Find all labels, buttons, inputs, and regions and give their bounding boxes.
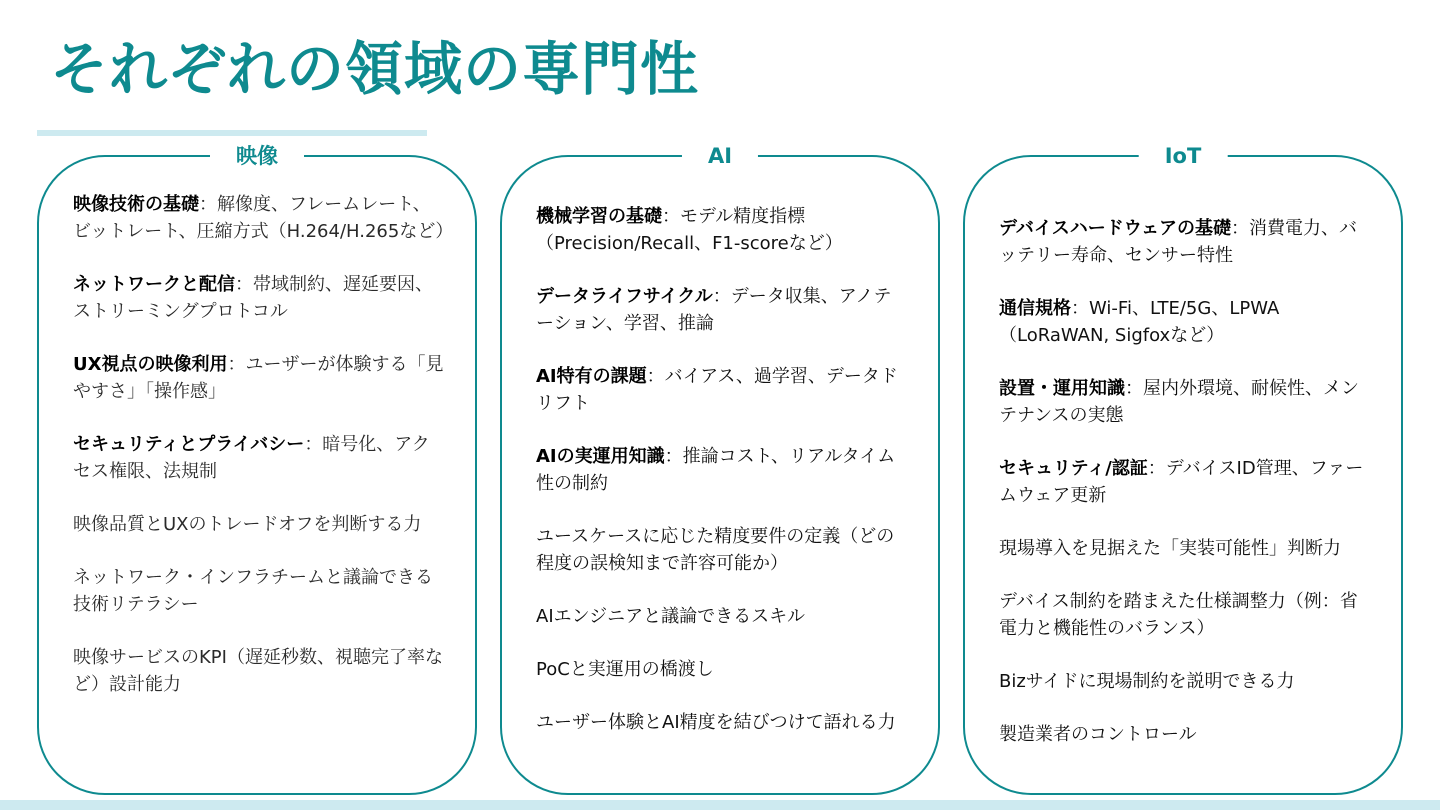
list-item bbox=[73, 511, 445, 538]
card-video bbox=[37, 144, 477, 795]
list-item bbox=[536, 283, 908, 337]
item-body: 現場導入を見据えた「実装可能性」判断力 bbox=[999, 538, 1341, 559]
item-head: セキュリティ/認証 bbox=[999, 458, 1148, 479]
item-body: Bizサイドに現場制約を説明できる力 bbox=[999, 671, 1295, 692]
item-body: AIエンジニアと議論できるスキル bbox=[536, 606, 805, 627]
item-head: 通信規格 bbox=[999, 298, 1071, 319]
item-head: AIの実運用知識 bbox=[536, 446, 665, 467]
item-head: 設置・運用知識 bbox=[999, 378, 1125, 399]
item-head: データライフサイクル bbox=[536, 286, 713, 307]
item-head: デバイスハードウェアの基礎 bbox=[999, 218, 1232, 239]
list-item bbox=[536, 656, 908, 683]
item-body: ：帯域制約、遅延要因、ストリーミングプロトコル bbox=[73, 274, 433, 322]
list-item bbox=[999, 295, 1371, 349]
item-body: ：デバイスID管理、ファームウェア更新 bbox=[999, 458, 1364, 506]
item-body: ネットワーク・インフラチームと議論できる技術リテラシー bbox=[73, 567, 433, 615]
page-title: それぞれの領域の専門性 bbox=[50, 35, 700, 103]
item-head: ネットワークと配信 bbox=[73, 274, 235, 295]
item-body: ：モデル精度指標（Precision/Recall、F1-scoreなど） bbox=[536, 206, 843, 254]
item-body: ：ユーザーが体験する「見やすさ」「操作感」 bbox=[73, 354, 444, 402]
item-body: デバイス制約を踏まえた仕様調整力（例：省電力と機能性のバランス） bbox=[999, 591, 1358, 639]
card-title-iot: IoT bbox=[1139, 142, 1228, 170]
item-head: UX視点の映像利用 bbox=[73, 354, 228, 375]
item-body: ：Wi-Fi、LTE/5G、LPWA（LoRaWAN, Sigfoxなど） bbox=[999, 298, 1280, 346]
card-title-ai: AI bbox=[682, 142, 758, 170]
list-item bbox=[536, 603, 908, 630]
list-item bbox=[536, 443, 908, 497]
item-head: 映像技術の基礎 bbox=[73, 194, 199, 215]
list-item bbox=[73, 191, 454, 245]
list-item bbox=[999, 455, 1371, 509]
title-underline bbox=[37, 130, 427, 136]
item-body: ：解像度、フレームレート、ビットレート、圧縮方式（H.264/H.265など） bbox=[73, 194, 454, 242]
list-item bbox=[73, 644, 445, 698]
item-body: ユーザー体験とAI精度を結びつけて語れる力 bbox=[536, 712, 896, 733]
list-item bbox=[999, 535, 1371, 562]
item-body: 製造業者のコントロール bbox=[999, 724, 1197, 745]
list-item bbox=[999, 215, 1371, 269]
list-item bbox=[73, 564, 445, 618]
list-item bbox=[999, 668, 1371, 695]
list-item bbox=[999, 721, 1371, 748]
card-title-video: 映像 bbox=[210, 142, 304, 170]
item-body: ：消費電力、バッテリー寿命、センサー特性 bbox=[999, 218, 1358, 266]
list-item bbox=[999, 375, 1371, 429]
bottom-band bbox=[0, 800, 1440, 810]
item-body: 映像サービスのKPI（遅延秒数、視聴完了率など）設計能力 bbox=[73, 647, 443, 695]
item-body: ：暗号化、アクセス権限、法規制 bbox=[73, 434, 430, 482]
list-item bbox=[999, 588, 1371, 642]
list-item bbox=[73, 351, 445, 405]
item-body: ：データ収集、アノテーション、学習、推論 bbox=[536, 286, 892, 334]
item-body: ：推論コスト、リアルタイム性の制約 bbox=[536, 446, 896, 494]
list-item bbox=[73, 431, 445, 485]
card-ai bbox=[500, 144, 940, 795]
list-item bbox=[536, 203, 908, 257]
item-head: AI特有の課題 bbox=[536, 366, 647, 387]
card-iot bbox=[963, 144, 1403, 795]
item-body: 映像品質とUXのトレードオフを判断する力 bbox=[73, 514, 422, 535]
item-body: ：バイアス、過学習、データドリフト bbox=[536, 366, 898, 414]
list-item bbox=[73, 271, 445, 325]
list-item bbox=[536, 709, 908, 736]
list-item bbox=[536, 523, 908, 577]
item-body: ：屋内外環境、耐候性、メンテナンスの実態 bbox=[999, 378, 1359, 426]
list-item bbox=[536, 363, 908, 417]
item-head: セキュリティとプライバシー bbox=[73, 434, 305, 455]
item-body: ユースケースに応じた精度要件の定義（どの程度の誤検知まで許容可能か） bbox=[536, 526, 895, 574]
item-head: 機械学習の基礎 bbox=[536, 206, 662, 227]
item-body: PoCと実運用の橋渡し bbox=[536, 659, 714, 680]
